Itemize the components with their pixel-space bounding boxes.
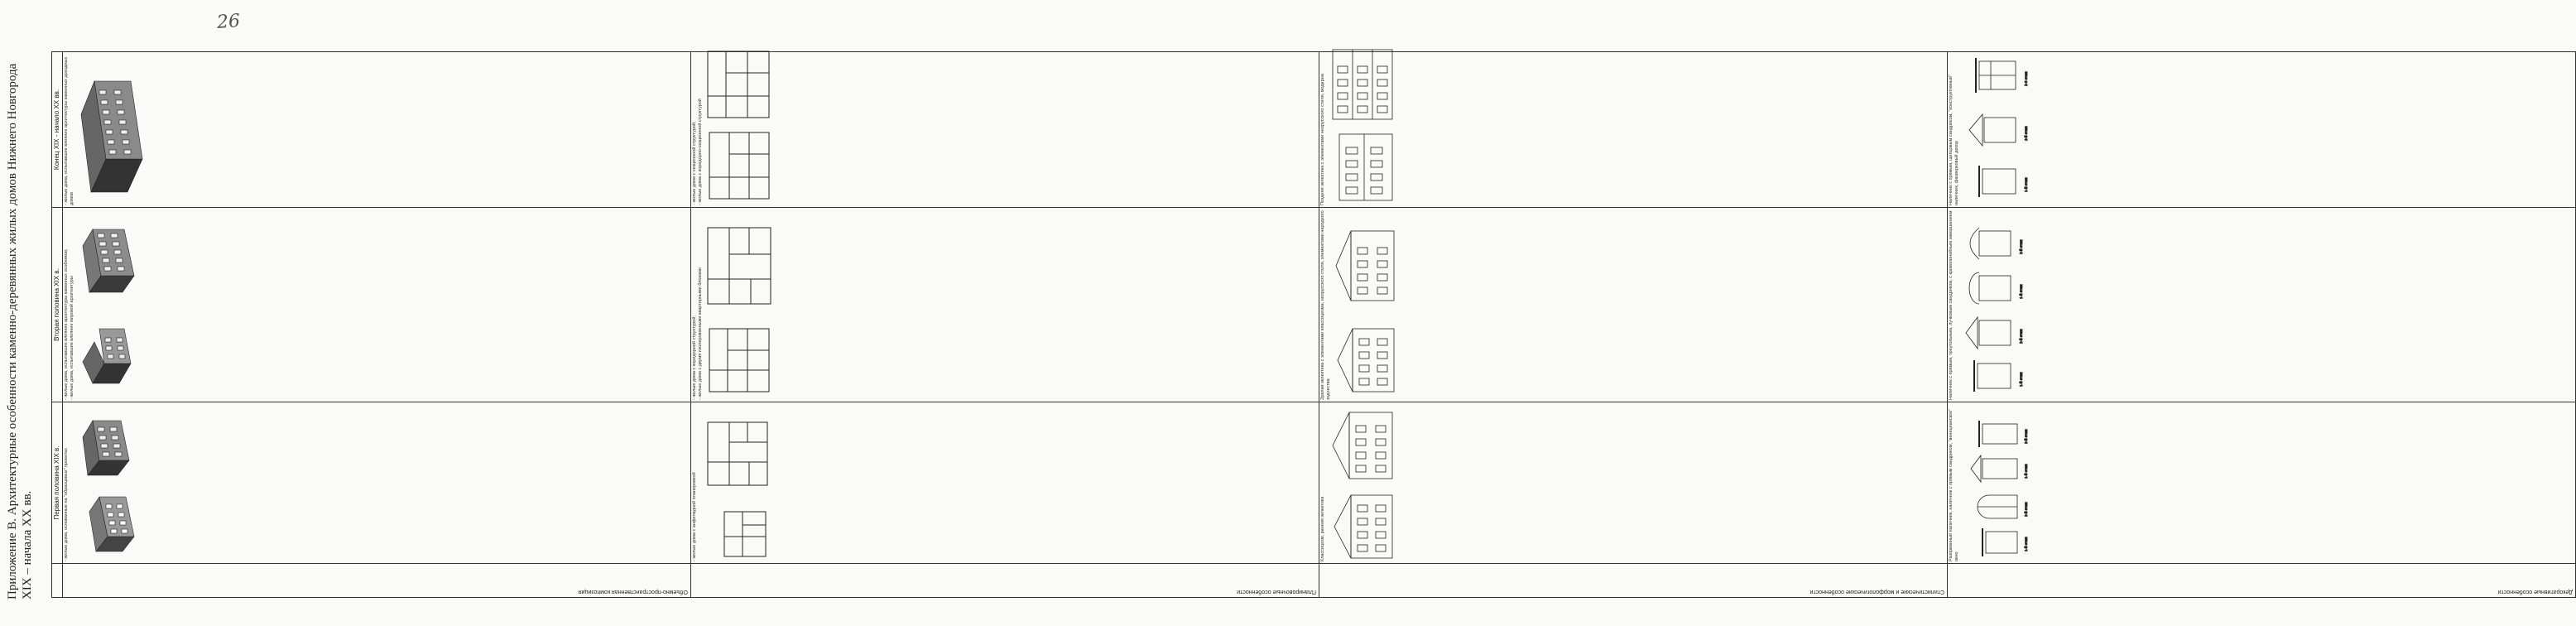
window-surround — [1974, 360, 2011, 392]
cell-caption: Поздняя эклектика с элементами неорусского стиля, модерна — [1320, 74, 1325, 205]
table-cell — [1319, 208, 1948, 402]
window-surround — [1979, 421, 2017, 447]
floor-label: 2-й этаж — [2024, 126, 2028, 141]
floor-plan — [709, 132, 769, 199]
cell-caption: Классицизм, ранняя эклектика — [1320, 496, 1325, 561]
house-perspective-drawings — [76, 45, 146, 205]
table-cell — [1319, 52, 1948, 208]
window-surround — [1969, 114, 2016, 146]
facade — [1336, 231, 1394, 301]
floor-plan-drawings — [699, 409, 776, 561]
rotated-sheet — [6, 51, 2573, 600]
floor-plan — [708, 228, 771, 304]
column-header: Вторая половина XIX в. — [52, 208, 63, 402]
table-row — [1319, 52, 1948, 598]
row-header: Объемно-пространственная композиция — [63, 564, 691, 598]
row-header: Стилистические и морфологические особенности — [1319, 564, 1948, 598]
window-surround — [1982, 528, 2017, 556]
cell-caption: Наличник с прямым, щипцовым сандриком, "конструктивный" наличник, фахверковый декор — [1949, 74, 1959, 205]
table-cell — [1948, 402, 2576, 564]
table-cell — [1948, 52, 2576, 208]
cell-caption: - жилые дома, испытавшие влияние архитектуры каменных доходных домов — [64, 56, 74, 205]
facade — [1333, 50, 1392, 119]
floor-plan-drawings — [704, 45, 774, 205]
house-drawing — [81, 81, 142, 192]
corner-cell — [52, 564, 63, 598]
floor-plan — [708, 51, 769, 118]
floor-label: 2-й этаж — [2024, 502, 2028, 517]
floor-label: 2-й этаж — [2024, 429, 2028, 444]
features-table — [51, 51, 2576, 598]
floor-label: 1-й этаж — [2024, 537, 2028, 551]
cell-caption: Зрелая эклектика с элементами классицизма, неорусского стиля, элементами народного зодчества — [1320, 210, 1331, 400]
table-cell — [691, 52, 1319, 208]
facade — [1334, 495, 1392, 558]
window-surround-drawings — [1956, 214, 2026, 400]
table-cell — [1319, 402, 1948, 564]
floor-plan — [709, 329, 769, 392]
cell-caption: - жилые дома с коридорной структурой; - жилые дома с двумя изолированными квартирными блоками — [692, 267, 703, 400]
row-header: Декоративные особенности — [1948, 564, 2576, 598]
table-cell — [1948, 208, 2576, 402]
cell-caption: - жилые дома с секционной структурой; - жилые дома с коридорно-секционной структурой — [692, 99, 703, 205]
facade — [1338, 329, 1394, 392]
window-surround — [1969, 272, 2011, 304]
facade — [1333, 412, 1392, 479]
floor-plan — [708, 422, 767, 485]
floor-label: 2-й этаж — [2018, 329, 2023, 344]
facade — [1339, 134, 1392, 200]
floor-plan — [724, 512, 766, 556]
column-header: Первая половина XIX в. — [52, 402, 63, 564]
table-cell — [63, 52, 691, 208]
table-row — [691, 52, 1319, 598]
page-number: 26 — [216, 11, 241, 33]
window-surround — [1966, 317, 2011, 349]
floor-label: 1-й этаж — [2018, 284, 2023, 299]
cell-caption: - жилые дома, испытавшие влияние архитектуры каменных особняков; - жилые дома, испытавшие влияние мировой архитектуры — [64, 248, 74, 400]
house-perspective-drawings — [71, 409, 141, 561]
house-drawing — [89, 497, 134, 551]
table-cell — [63, 208, 691, 402]
window-surround — [1976, 58, 2016, 93]
cell-caption: - жилые дома, основанные на "образцовых" проектах — [64, 448, 69, 561]
cell-caption: - жилые дома с анфиладной планировкой — [692, 472, 697, 561]
table-cell — [691, 208, 1319, 402]
floor-label: 2-й этаж — [2018, 239, 2023, 254]
row-header: Планировочные особенности — [691, 564, 1319, 598]
table-cell — [691, 402, 1319, 564]
floor-plan-drawings — [704, 214, 774, 400]
window-surround — [1979, 166, 2016, 197]
cell-caption: Разорванный наличник, наличник с прямым сандриком, "венецианское" окно — [1949, 408, 1959, 561]
house-perspective-drawings — [76, 214, 141, 400]
cell-caption: Наличник с прямым, треугольным, лучковым сандриком, с криволинейным завершением — [1949, 210, 1954, 400]
page-title: Приложение В. Архитектурные особенности каменно-деревянных жилых домов Нижнего Новгорода XIX – начала XX вв. — [6, 63, 34, 600]
window-surround — [1971, 455, 2017, 482]
floor-label: 1-й этаж — [2018, 372, 2023, 387]
floor-label: 1-й этаж — [2024, 177, 2028, 192]
floor-label: 1-й этаж — [2024, 464, 2028, 479]
window-surround — [1978, 495, 2017, 518]
house-drawing — [83, 329, 131, 383]
window-surround-drawings — [1961, 409, 2031, 561]
column-header: Конец XIX - начало XX вв. — [52, 52, 63, 208]
facade-drawings — [1328, 45, 1396, 205]
table-row — [1948, 52, 2576, 598]
table-row — [63, 52, 691, 598]
table-header-row — [52, 52, 63, 598]
facade-drawings — [1328, 409, 1396, 561]
table-cell — [63, 402, 691, 564]
window-surround — [1970, 228, 2011, 259]
window-surround-drawings — [1961, 45, 2031, 205]
facade-drawings — [1333, 214, 1396, 400]
house-drawing — [83, 421, 129, 475]
floor-label: 2-3 этаж — [2024, 71, 2028, 86]
house-drawing — [83, 229, 134, 292]
